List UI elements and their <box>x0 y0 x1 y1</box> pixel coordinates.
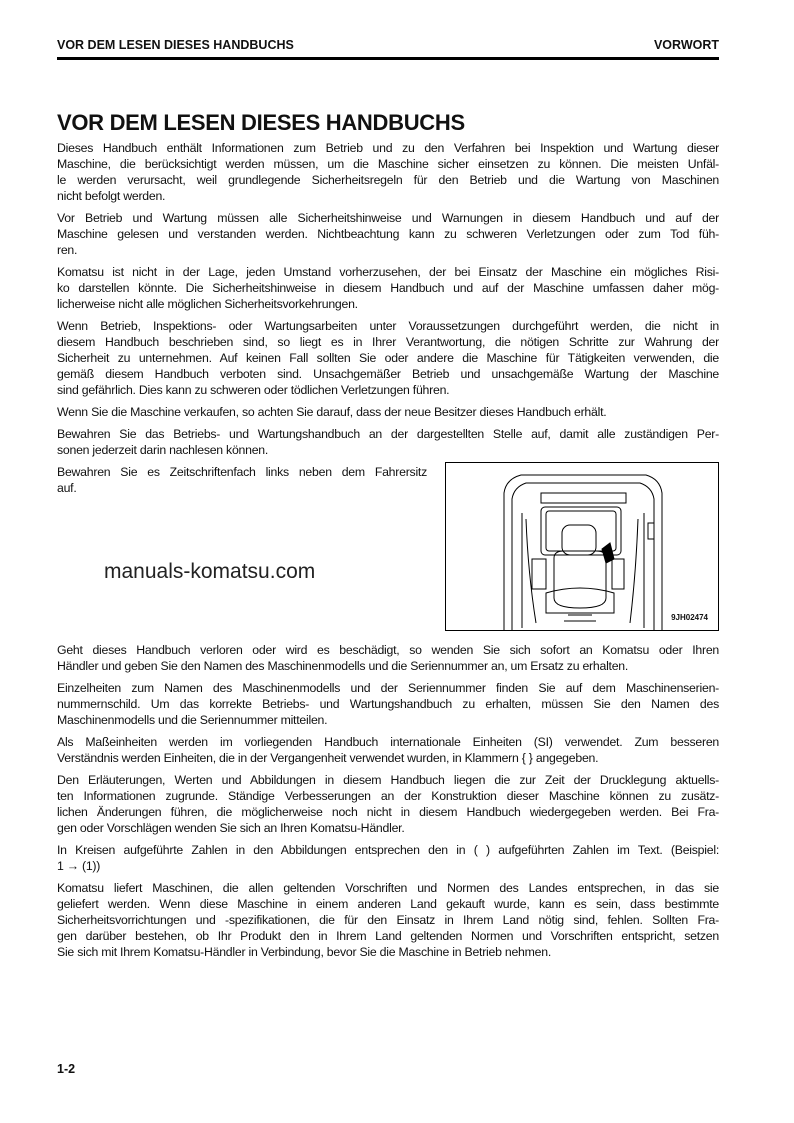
text-line: Maschinenmodells und die Seriennummer mitteilen. <box>57 713 328 727</box>
text-line: Dieses Handbuch enthält Informationen zum Betrieb und zu den Verfahren bei Inspektion und Wartung dieser <box>57 141 719 155</box>
paragraph <box>57 318 719 398</box>
paragraph <box>57 264 719 312</box>
text-line: geliefert werden. Wenn diese Maschine in einem anderen Land gekauft wurde, kann es sein, dass bestimmte <box>57 897 719 911</box>
text-line: Den Erläuterungen, Werten und Abbildungen in diesem Handbuch liegen die zur Zeit der Drucklegung aktuells- <box>57 773 719 787</box>
running-header <box>57 37 719 60</box>
text-line: nummernschild. Um das korrekte Betriebs- und Wartungshandbuch zu erhalten, müssen Sie den Namen des <box>57 697 719 711</box>
text-line: nicht befolgt werden. <box>57 189 166 203</box>
paragraph <box>57 426 719 458</box>
text-line: Wenn Sie die Maschine verkaufen, so achten Sie darauf, dass der neue Besitzer dieses Handbuch erhält. <box>57 405 607 419</box>
paragraph <box>57 404 719 420</box>
page-title: VOR DEM LESEN DIESES HANDBUCHS <box>57 110 465 135</box>
text-line: Maschine, die berücksichtigt werden müssen, um die Maschine sicher einsetzen zu können. Die meisten Unfäl- <box>57 157 719 171</box>
text-line: sind gefährlich. Dies kann zu schweren oder tödlichen Verletzungen führen. <box>57 383 450 397</box>
text-line: le werden verursacht, weil grundlegende Sicherheitsregeln für den Betrieb und die Wartung von Maschinen <box>57 173 719 187</box>
watermark: manuals-komatsu.com <box>104 560 316 583</box>
text-line: lichen Änderungen führen, die möglicherweise noch nicht in diesem Handbuch wiedergegeben werden. Bei Fra- <box>57 805 719 819</box>
text-line: gemäß diesem Handbuch verboten sind. Unsachgemäßer Betrieb und unsachgemäße Wartung der Maschine <box>57 367 719 381</box>
text-line: Wenn Betrieb, Inspektions- oder Wartungsarbeiten unter Voraussetzungen durchgeführt werden, die nicht in <box>57 319 719 333</box>
text-line: diesem Handbuch beschrieben sind, so liegt es in Ihrer Verantwortung, die nötigen Schritte zur Wahrung der <box>57 335 719 349</box>
text-line: Einzelheiten zum Namen des Maschinenmodells und der Seriennummer finden Sie auf dem Maschinenserien- <box>57 681 719 695</box>
body-text <box>57 140 719 966</box>
text-line: Bewahren Sie es Zeitschriftenfach links neben dem Fahrersitz <box>57 465 427 479</box>
paragraph <box>57 772 719 836</box>
text-line: Komatsu liefert Maschinen, die allen geltenden Vorschriften und Normen des Landes entsprechen, in das sie <box>57 881 719 895</box>
header-section-title: VOR DEM LESEN DIESES HANDBUCHS <box>57 38 294 52</box>
text-line: Bewahren Sie das Betriebs- und Wartungshandbuch an der dargestellten Stelle auf, damit alle zuständigen Per- <box>57 427 719 441</box>
text-line: Geht dieses Handbuch verloren oder wird es beschädigt, so wenden Sie sich sofort an Komatsu oder Ihren <box>57 643 719 657</box>
text-line: Händler und geben Sie den Namen des Maschinenmodells und die Seriennummer an, um Ersatz zu erhalten. <box>57 659 629 673</box>
paragraph <box>57 842 719 874</box>
text-line: ten Informationen zugrunde. Ständige Verbesserungen an der Konstruktion dieser Maschine können zu zusätz- <box>57 789 719 803</box>
page-number: 1-2 <box>57 1062 76 1076</box>
text-line: gen darüber bestehen, ob Ihr Produkt den in Ihrem Land geltenden Normen und Vorschriften entspricht, setzen <box>57 929 719 943</box>
figure-code: 9JH02474 <box>671 613 708 622</box>
text-line: Als Maßeinheiten werden im vorliegenden Handbuch internationale Einheiten (SI) verwendet. Zum besseren <box>57 735 719 749</box>
paragraph <box>57 140 719 204</box>
text-line: ko darstellen könnte. Die Sicherheitshinweise in diesem Handbuch und auf der Maschine umfassen daher mög- <box>57 281 719 295</box>
text-line: gen oder Vorschlägen wenden Sie sich an Ihren Komatsu-Händler. <box>57 821 405 835</box>
text-line: licherweise nicht alle möglichen Sicherheitsvorkehrungen. <box>57 297 358 311</box>
text-line: 1 → (1)) <box>57 859 101 873</box>
text-line: sonen jederzeit darin nachlesen können. <box>57 443 269 457</box>
text-line: Vor Betrieb und Wartung müssen alle Sicherheitshinweise und Warnungen in diesem Handbuch und auf der <box>57 211 719 225</box>
paragraph <box>57 734 719 766</box>
text-line: Verständnis werden Einheiten, die in der Vergangenheit verwendet wurden, in Klammern { } angegeben. <box>57 751 599 765</box>
text-line: Sicherheit zu unternehmen. Auf keinen Fall sollten Sie oder andere die Maschine für Tätigkeiten verwenden, die <box>57 351 719 365</box>
paragraph <box>57 210 719 258</box>
text-line: Komatsu ist nicht in der Lage, jeden Umstand vorherzusehen, der bei Einsatz der Maschine ein mögliches Risi- <box>57 265 719 279</box>
paragraph <box>57 880 719 960</box>
text-line: Maschine gelesen und verstanden werden. Nichtbeachtung kann zu schweren Verletzungen oder zum Tod füh- <box>57 227 719 241</box>
header-chapter: VORWORT <box>653 38 719 52</box>
text-line: auf. <box>57 481 77 495</box>
paragraph <box>57 680 719 728</box>
cab-illustration <box>445 462 719 631</box>
text-line: Sie sich mit Ihrem Komatsu-Händler in Verbindung, bevor Sie die Maschine in Betrieb nehmen. <box>57 945 551 959</box>
operator-cab-drawing <box>446 463 720 632</box>
text-line: In Kreisen aufgeführte Zahlen in den Abbildungen entsprechen den in ( ) aufgeführten Zahlen im Text. (Beispiel: <box>57 843 719 857</box>
text-line: Sicherheitsvorrichtungen und -spezifikationen, die für den Einsatz in Ihrem Land nötig sind, fehlen. Sollten Fra- <box>57 913 719 927</box>
text-line: ren. <box>57 243 78 257</box>
paragraph <box>57 642 719 674</box>
storage-paragraph <box>57 464 719 634</box>
